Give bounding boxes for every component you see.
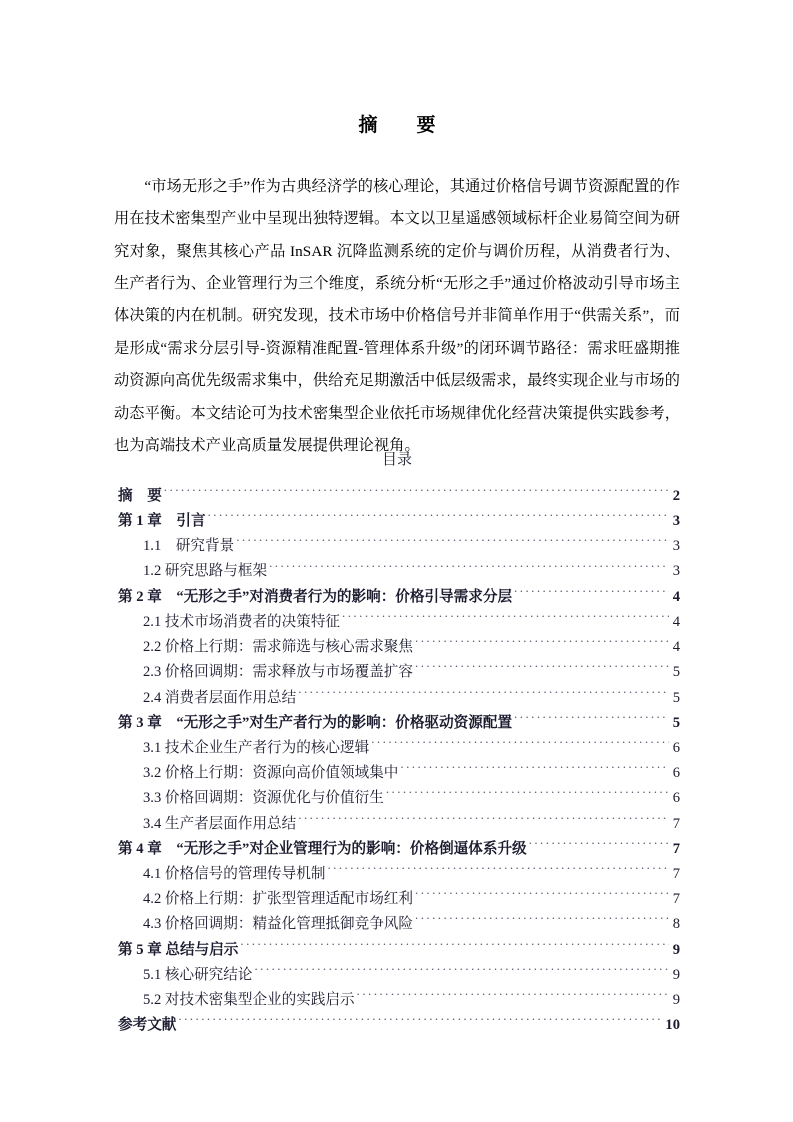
toc-entry-page-number: 7 [672, 865, 680, 882]
toc-entry[interactable] [114, 660, 680, 685]
toc-leader-dots [514, 586, 669, 601]
toc-entry-label: 第 5 章 总结与启示 [118, 941, 239, 958]
toc-entry-page-number: 6 [672, 739, 680, 756]
toc-entry-label: 5.2 对技术密集型企业的实践启示 [143, 991, 355, 1008]
toc-entry[interactable] [114, 1013, 680, 1038]
toc-leader-dots [164, 485, 669, 500]
toc-entry[interactable] [114, 484, 680, 509]
toc-entry[interactable] [114, 635, 680, 660]
toc-entry-label: 2.2 价格上行期：需求筛选与核心需求聚焦 [143, 639, 413, 656]
toc-leader-dots [236, 536, 669, 551]
toc-entry-page-number: 10 [665, 1017, 680, 1034]
toc-leader-dots [529, 838, 669, 853]
toc-leader-dots [415, 637, 669, 652]
toc-entry-list [114, 484, 680, 1038]
toc-leader-dots [240, 939, 669, 954]
toc-entry[interactable] [114, 559, 680, 584]
toc-leader-dots [269, 561, 669, 576]
toc-entry-page-number: 6 [672, 790, 680, 807]
toc-entry-page-number: 2 [672, 487, 680, 504]
toc-entry-label: 1.2 研究思路与框架 [143, 563, 268, 580]
toc-entry[interactable] [114, 686, 680, 711]
toc-leader-dots [400, 763, 669, 778]
toc-entry-page-number: 6 [672, 765, 680, 782]
toc-leader-dots [342, 611, 669, 626]
abstract-heading: 摘 要 [358, 114, 446, 136]
toc-leader-dots [415, 889, 669, 904]
toc-entry[interactable] [114, 786, 680, 811]
toc-entry-page-number: 4 [672, 588, 680, 605]
toc-entry-label: 第 4 章 “无形之手”对企业管理行为的影响：价格倒逼体系升级 [118, 840, 527, 857]
toc-entry-page-number: 3 [672, 563, 680, 580]
toc-entry-page-number: 5 [672, 714, 680, 731]
toc-leader-dots [514, 712, 669, 727]
toc-entry[interactable] [114, 711, 680, 736]
toc-entry[interactable] [114, 736, 680, 761]
toc-entry-label: 3.3 价格回调期：资源优化与价值衍生 [143, 790, 384, 807]
toc-entry-page-number: 3 [672, 538, 680, 555]
toc-entry-page-number: 9 [672, 991, 680, 1008]
toc-heading: 目录 [381, 452, 412, 469]
toc-entry[interactable] [114, 912, 680, 937]
toc-entry-label: 4.1 价格信号的管理传导机制 [143, 865, 326, 882]
toc-leader-dots [415, 662, 669, 677]
abstract-paragraph: “市场无形之手”作为古典经济学的核心理论，其通过价格信号调节资源配置的作用在技术密集型产业中呈现出独特逻辑。本文以卫星遥感领域标杆企业易简空间为研究对象，聚焦其核心产品 InSAR 沉降监测系统的定价与调价历程，从消费者行为、生产者行为、企业管理行为三个维度，系统分析“无形之手”通过价格波动引导市场主体决策的内在机制。研究发现，技术市场中价格信号并非简单作用于“供需关系”，而是形成“需求分层引导-资源精准配置-管理体系升级”的闭环调节路径：需求旺盛期推动资源向高优先级需求集中，供给充足期激活中低层级需求，最终实现企业与市场的动态平衡。本文结论可为技术密集型企业依托市场规律优化经营决策提供实践参考，也为高端技术产业高质量发展提供理论视角。 [114, 177, 680, 454]
toc-entry-label: 第 1 章 引言 [118, 513, 206, 530]
toc-leader-dots [386, 788, 669, 803]
toc-entry-label: 参考文献 [118, 1017, 177, 1034]
toc-entry-page-number: 8 [672, 916, 680, 933]
toc-entry-label: 1.1 研究背景 [143, 538, 235, 555]
toc-entry-label: 3.2 价格上行期：资源向高价值领域集中 [143, 765, 399, 782]
toc-entry-page-number: 3 [672, 513, 680, 530]
toc-leader-dots [357, 989, 669, 1004]
toc-entry-page-number: 7 [672, 891, 680, 908]
toc-leader-dots [208, 510, 669, 525]
toc-entry-page-number: 7 [672, 815, 680, 832]
toc-entry[interactable] [114, 761, 680, 786]
toc-entry-page-number: 4 [672, 639, 680, 656]
toc-entry-label: 2.4 消费者层面作用总结 [143, 689, 297, 706]
toc-entry[interactable] [114, 887, 680, 912]
toc-leader-dots [178, 1015, 663, 1030]
toc-entry[interactable] [114, 585, 680, 610]
table-of-contents [114, 437, 680, 1038]
toc-entry[interactable] [114, 534, 680, 559]
toc-entry[interactable] [114, 862, 680, 887]
toc-entry[interactable] [114, 837, 680, 862]
toc-entry-label: 2.3 价格回调期：需求释放与市场覆盖扩容 [143, 664, 413, 681]
toc-entry-label: 5.1 核心研究结论 [143, 966, 253, 983]
toc-entry[interactable] [114, 812, 680, 837]
toc-entry-label: 4.3 价格回调期：精益化管理抵御竞争风险 [143, 916, 413, 933]
toc-entry-page-number: 9 [672, 966, 680, 983]
toc-entry[interactable] [114, 509, 680, 534]
abstract-section [114, 98, 680, 478]
toc-leader-dots [298, 813, 669, 828]
toc-entry[interactable] [114, 963, 680, 988]
toc-entry-page-number: 7 [672, 840, 680, 857]
toc-entry-label: 4.2 价格上行期：扩张型管理适配市场红利 [143, 891, 413, 908]
toc-entry-label: 第 3 章 “无形之手”对生产者行为的影响：价格驱动资源配置 [118, 714, 513, 731]
toc-entry-label: 第 2 章 “无形之手”对消费者行为的影响：价格引导需求分层 [118, 588, 513, 605]
toc-entry-page-number: 5 [672, 689, 680, 706]
toc-entry-page-number: 5 [672, 664, 680, 681]
toc-leader-dots [254, 964, 669, 979]
toc-leader-dots [371, 737, 669, 752]
toc-entry[interactable] [114, 938, 680, 963]
toc-entry-label: 3.4 生产者层面作用总结 [143, 815, 297, 832]
toc-entry-label: 2.1 技术市场消费者的决策特征 [143, 613, 341, 630]
toc-entry[interactable] [114, 610, 680, 635]
toc-entry-label: 3.1 技术企业生产者行为的核心逻辑 [143, 739, 370, 756]
toc-entry-page-number: 4 [672, 613, 680, 630]
toc-entry-label: 摘 要 [118, 487, 162, 504]
toc-leader-dots [327, 863, 669, 878]
toc-leader-dots [298, 687, 669, 702]
toc-entry[interactable] [114, 988, 680, 1013]
toc-entry-page-number: 9 [672, 941, 680, 958]
toc-leader-dots [415, 914, 669, 929]
